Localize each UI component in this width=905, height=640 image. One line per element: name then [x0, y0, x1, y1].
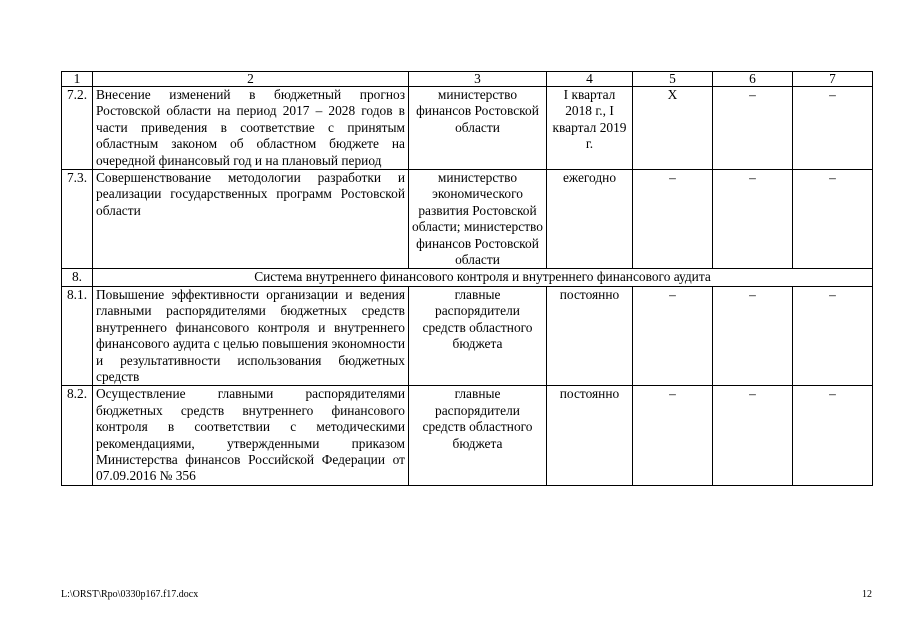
row-description: Совершенствование методологии разработки и реализации государственных программ Ростовской области [93, 170, 409, 269]
row-responsible: министерство финансов Ростовской области [409, 87, 547, 170]
page-number: 12 [862, 589, 872, 600]
row-responsible: главные распорядители средств областного бюджета [409, 386, 547, 485]
header-row [62, 72, 873, 87]
row-col-6: – [713, 386, 793, 485]
row-description: Осуществление главными распорядителями бюджетных средств внутреннего финансового контроля в соответствии с методическими рекомендациями, утвержденными приказом Министерства финансов Российской Федерации от 07.09.2016 № 356 [93, 386, 409, 485]
row-term: постоянно [547, 286, 633, 385]
row-col-5: – [633, 170, 713, 269]
row-responsible: министерство экономического развития Ростовской области; министерство финансов Ростовской области [409, 170, 547, 269]
table-row [62, 386, 873, 485]
row-col-6: – [713, 87, 793, 170]
header-col-7: 7 [793, 72, 873, 87]
table-row [62, 286, 873, 385]
row-term: I квартал 2018 г., I квартал 2019 г. [547, 87, 633, 170]
section-number: 8. [62, 269, 93, 286]
row-col-7: – [793, 386, 873, 485]
row-number: 8.2. [62, 386, 93, 485]
header-col-3: 3 [409, 72, 547, 87]
row-col-6: – [713, 286, 793, 385]
header-col-2: 2 [93, 72, 409, 87]
row-col-7: – [793, 87, 873, 170]
header-col-1: 1 [62, 72, 93, 87]
row-col-5: – [633, 386, 713, 485]
table-row [62, 87, 873, 170]
row-number: 7.2. [62, 87, 93, 170]
row-description: Внесение изменений в бюджетный прогноз Ростовской области на период 2017 – 2028 годов в части приведения в соответствие с принятым областным законом об областном бюджете на очередной финансовый год и на плановый период [93, 87, 409, 170]
row-number: 8.1. [62, 286, 93, 385]
header-col-6: 6 [713, 72, 793, 87]
row-col-7: – [793, 170, 873, 269]
row-col-7: – [793, 286, 873, 385]
section-row [62, 269, 873, 286]
row-term: постоянно [547, 386, 633, 485]
measures-table [61, 71, 873, 486]
row-description: Повышение эффективности организации и ведения главными распорядителями бюджетных средств внутреннего финансового контроля и внутреннего финансового аудита с целью повышения экономности и результативности использования бюджетных средств [93, 286, 409, 385]
footer-file-path: L:\ORST\Rpo\0330p167.f17.docx [61, 589, 199, 600]
row-number: 7.3. [62, 170, 93, 269]
row-col-6: – [713, 170, 793, 269]
row-col-5: – [633, 286, 713, 385]
header-col-4: 4 [547, 72, 633, 87]
row-col-5: Х [633, 87, 713, 170]
row-term: ежегодно [547, 170, 633, 269]
section-title: Система внутреннего финансового контроля и внутреннего финансового аудита [93, 269, 873, 286]
table-row [62, 170, 873, 269]
row-responsible: главные распорядители средств областного бюджета [409, 286, 547, 385]
header-col-5: 5 [633, 72, 713, 87]
